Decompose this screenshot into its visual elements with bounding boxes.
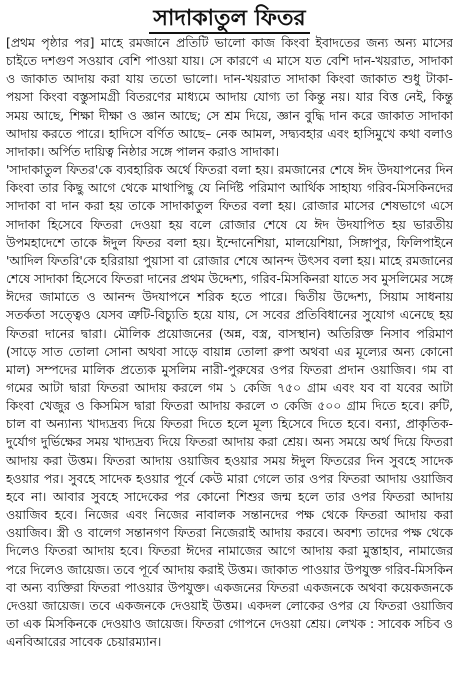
paragraph-1 [6, 34, 453, 161]
paragraph-1-text: মাহে রমজানে প্রতিটি ভালো কাজ কিংবা ইবাদতের জন্য অন্য মাসের চাইতে দশগুণ সওয়াব বেশি পাওয়া যায়। সে কারণে এ মাসে যত বেশি দান-খয়রাত, সাদাকা ও জাকাত আদায় করা যায় ততো ভালো। দান-খয়রাত সাদাকা কিংবা জাকাত শুধু টাকা-পয়সা কিংবা বস্তুসামগ্রী বিতরণের মাধ্যমে আদায় যোগ্য তা কিন্তু নয়। যার বিত্ত নেই, কিন্তু সময় আছে, শিক্ষা দীক্ষা ও জ্ঞান আছে; সে শ্রম দিয়ে, জ্ঞান বুদ্ধি দান করে জাকাত সাদাকা আদায় করতে পারে। হাদিসে বর্ণিত আছে– নেক আমল, সদ্ব্যবহার এবং হাসিমুখে কথা বলাও সাদাকা। অর্পিত দায়িত্ব নিষ্ঠার সঙ্গে পালন করাও সাদাকা। [6, 36, 453, 159]
paragraph-2 [6, 161, 453, 651]
continuation-marker: [প্রথম পৃষ্ঠার পর] [6, 36, 95, 50]
article-title: সাদাকাতুল ফিতর [149, 5, 309, 34]
byline: লেখক : সাবেক সচিব ও এনবিআরের সাবেক চেয়ারম্যান। [6, 617, 453, 650]
title-wrap [6, 0, 453, 34]
article-body [6, 34, 453, 680]
paragraph-2-text: 'সাদাকাতুল ফিতর'কে ব্যবহারিক অর্থে ফিতরা বলা হয়। রমজানের শেষে ঈদ উদযাপনের দিন কিংবা তার কিছু আগে থেকে মাথাপিছু যে নির্দিষ্ট পরিমাণ আর্থিক সাহায্য গরিব-মিসকিনদের সাদাকা বা দান করা হয় তাকে সাদাকাতুল ফিতর বলা হয়। রোজার মাসের শেষভাগে এসে সাদাকা হিসেবে ফিতরা দেওয়া হয় বলে রোজার শেষে যে ঈদ উদযাপিত হয় ভারতীয় উপমহাদেশে তাকে ঈদুল ফিতর বলা হয়। ইন্দোনেশিয়া, মালয়েশিয়া, সিঙ্গাপুর, ফিলিপাইনে 'আদিল ফিতরি'কে হরিরায়া পুয়াসা বা রোজার শেষে আনন্দ উৎসব বলা হয়। মাহে রমজানের শেষে সাদাকা হিসেবে ফিতরা দানের প্রথম উদ্দেশ্য, গরিব-মিসকিনরা যাতে সব মুসলিমের সঙ্গে ঈদের জামাতে ও আনন্দ উদযাপনে শরিক হতে পারে। দ্বিতীয় উদ্দেশ্য, সিয়াম সাধনায় সতর্কতা সত্ত্বেও যেসব ত্রুটি-বিচ্যুতি হয়ে যায়, সে সবের প্রতিবিধানের সুযোগ এনেছে হয় ফিতরা দানের দ্বারা। মৌলিক প্রয়োজনের (অন্ন, বস্ত্র, বাসস্থান) অতিরিক্ত নিসাব পরিমাণ (সাড়ে সাত তোলা সোনা অথবা সাড়ে বায়ান্ন তোলা রুপা অথবা এর মূল্যের অন্য কোনো মাল) সম্পদের মালিক প্রত্যেক মুসলিম নারী-পুরুষের ওপর ফিতরা প্রদান ওয়াজিব। গম বা গমের আটা দ্বারা ফিতরা আদায় করলে গম ১ কেজি ৭৫০ গ্রাম এবং যব বা যবের আটা কিংবা খেজুর ও কিসমিস দ্বারা ফিতরা আদায় করলে ৩ কেজি ৫০০ গ্রাম দিতে হবে। রুটি, চাল বা অন্যান্য খাদ্যদ্রব্য দিয়ে ফিতরা দিতে হলে মূল্য হিসেবে দিতে হবে। বন্যা, প্রাকৃতিক-দুর্যোগ দুর্ভিক্ষের সময় খাদ্যদ্রব্য দিয়ে ফিতরা আদায় করা শ্রেয়। অন্য সময়ে অর্থ দিয়ে ফিতরা আদায় করা উত্তম। ফিতরা আদায় ওয়াজিব হওয়ার সময় ঈদুল ফিতরের দিন সুবহে সাদেক হওয়ার পর। সুবহে সাদেক হওয়ার পূর্বে কেউ মারা গেলে তার ওপর ফিতরা আদায় ওয়াজিব হবে না। আবার সুবহে সাদেকের পর কোনো শিশুর জন্ম হলে তার ওপর ফিতরা আদায় ওয়াজিব হবে। নিজের এবং নিজের নাবালক সন্তানদের পক্ষ থেকে ফিতরা আদায় করা ওয়াজিব। স্ত্রী ও বালেগ সন্তানগণ ফিতরা নিজেরাই আদায় করবে। অবশ্য তাদের পক্ষ থেকে দিলেও ফিতরা আদায় হবে। ফিতরা ঈদের নামাজের আগে আদায় করা মুস্তাহাব, নামাজের পরে দিলেও জায়েজ। তবে পূর্বে আদায় করাই উত্তম। জাকাত পাওয়ার উপযুক্ত গরিব-মিসকিন বা অন্য ব্যক্তিরা ফিতরা পাওয়ার উপযুক্ত। একজনের ফিতরা একজনকে অথবা কয়েকজনকে দেওয়া জায়েজ। তবে একজনকে দেওয়াই উত্তম। একদল লোকের ওপর যে ফিতরা ওয়াজিব তা এক মিসকিনকে দেওয়াও জায়েজ। ফিতরা গোপনে দেওয়া শ্রেয়। [6, 163, 453, 631]
